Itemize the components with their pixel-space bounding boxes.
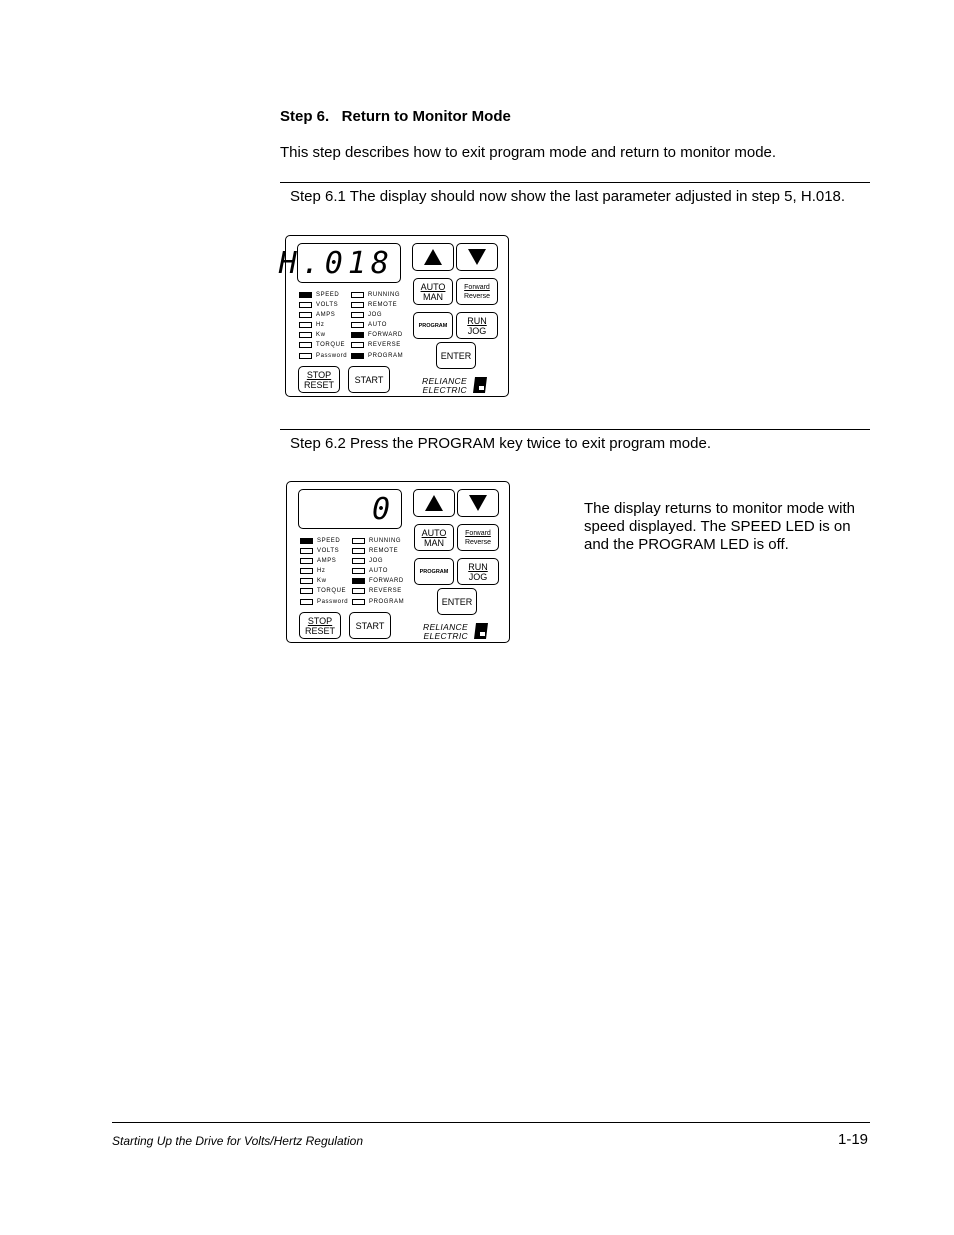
man-label: MAN (423, 291, 443, 302)
stop-reset-button[interactable] (299, 612, 341, 639)
forward-label: Forward (464, 283, 490, 291)
reset-label: RESET (303, 379, 334, 390)
led-label: SPEED (317, 538, 341, 544)
led-label: RUNNING (369, 538, 402, 544)
led-reverse (352, 586, 402, 596)
forward-reverse-button[interactable] (456, 278, 498, 305)
led-label: SPEED (316, 292, 340, 298)
led-label: REMOTE (369, 548, 399, 554)
start-button[interactable] (348, 366, 390, 393)
led-volts (299, 300, 338, 310)
led-reverse (351, 340, 401, 350)
keypad-panel (286, 481, 510, 643)
brand-text (423, 623, 468, 641)
step-intro: This step describes how to exit program mode and return to monitor mode. (280, 144, 777, 161)
led-forward (352, 576, 404, 586)
led-indicator (351, 292, 364, 298)
run-jog-button[interactable] (456, 312, 498, 339)
led-label: AUTO (368, 322, 387, 328)
program-label: PROGRAM (419, 568, 449, 575)
led-indicator (299, 332, 312, 338)
auto-label: AUTO (421, 527, 447, 538)
run-label: RUN (467, 315, 487, 326)
led-label: VOLTS (316, 302, 339, 308)
enter-button[interactable] (436, 342, 476, 369)
divider (280, 182, 870, 183)
led-indicator (351, 312, 364, 318)
reliance-logo-icon (474, 623, 488, 639)
led-indicator (351, 302, 364, 308)
led-remote (351, 300, 397, 310)
led-indicator (300, 599, 313, 605)
step-heading: Step 6. Return to Monitor Mode (280, 108, 511, 125)
display-window (298, 489, 402, 529)
led-indicator (351, 342, 364, 348)
led-label: JOG (368, 312, 383, 318)
keypad-panel (278, 235, 509, 397)
down-arrow-button[interactable] (456, 243, 498, 271)
brand-line-1: RELIANCE (422, 376, 467, 386)
led-remote (352, 546, 398, 556)
led-indicator (351, 332, 364, 338)
triangle-down-icon (469, 495, 487, 511)
footer-title: Starting Up the Drive for Volts/Hertz Regulation (112, 1134, 363, 1148)
led-label: Kw (316, 332, 326, 338)
led-label: AMPS (317, 558, 337, 564)
led-label: RUNNING (368, 292, 401, 298)
down-arrow-button[interactable] (457, 489, 499, 517)
triangle-up-icon (425, 495, 443, 511)
brand-line-2: ELECTRIC (422, 385, 467, 395)
program-label: PROGRAM (418, 322, 448, 329)
side-note: The display returns to monitor mode with speed displayed. The SPEED LED is on and the PROGRAM LED is off. (584, 500, 855, 553)
led-program (352, 597, 404, 607)
substep-6-1: Step 6.1 The display should now show the last parameter adjusted in step 5, H.018. (290, 188, 846, 205)
led-label: Kw (317, 578, 327, 584)
led-password (300, 597, 348, 607)
program-button[interactable] (414, 558, 454, 585)
led-label: AUTO (369, 568, 388, 574)
led-auto (352, 566, 388, 576)
enter-label: ENTER (440, 350, 472, 361)
display-window (278, 243, 401, 283)
led-indicator (299, 353, 312, 359)
reliance-logo-icon (473, 377, 487, 393)
led-indicator (299, 322, 312, 328)
led-indicator (300, 578, 313, 584)
led-label: REVERSE (368, 342, 401, 348)
display-readout: H.018 (278, 246, 394, 281)
auto-man-button[interactable] (414, 524, 454, 551)
auto-label: AUTO (420, 281, 446, 292)
jog-label: JOG (467, 325, 487, 336)
program-button[interactable] (413, 312, 453, 339)
led-torque (299, 340, 345, 350)
display-readout: 0 (371, 492, 395, 527)
jog-label: JOG (468, 571, 488, 582)
led-hz (299, 320, 325, 330)
led-jog (351, 310, 382, 320)
run-label: RUN (468, 561, 488, 572)
brand-line-2: ELECTRIC (423, 631, 468, 641)
led-indicator (299, 312, 312, 318)
led-label: PROGRAM (368, 353, 404, 359)
led-forward (351, 330, 403, 340)
led-running (351, 290, 400, 300)
forward-reverse-button[interactable] (457, 524, 499, 551)
led-label: AMPS (316, 312, 336, 318)
led-volts (300, 546, 339, 556)
stop-label: STOP (306, 369, 332, 380)
led-indicator (300, 558, 313, 564)
divider (280, 429, 870, 430)
led-indicator (351, 322, 364, 328)
triangle-up-icon (424, 249, 442, 265)
led-label: FORWARD (368, 332, 403, 338)
start-label: START (354, 374, 384, 385)
led-label: FORWARD (369, 578, 404, 584)
led-indicator (352, 548, 365, 554)
led-indicator (352, 588, 365, 594)
led-indicator (300, 588, 313, 594)
led-kw (300, 576, 327, 586)
led-indicator (300, 548, 313, 554)
led-label: PROGRAM (369, 599, 405, 605)
led-indicator (299, 302, 312, 308)
forward-label: Forward (465, 529, 491, 537)
led-indicator (352, 538, 365, 544)
led-speed (299, 290, 339, 300)
led-indicator (300, 538, 313, 544)
led-label: TORQUE (316, 342, 346, 348)
auto-man-button[interactable] (413, 278, 453, 305)
led-label: Password (316, 353, 348, 359)
led-kw (299, 330, 326, 340)
man-label: MAN (424, 537, 444, 548)
led-label: REMOTE (368, 302, 398, 308)
start-label: START (355, 620, 385, 631)
footer-rule (112, 1122, 870, 1123)
led-label: JOG (369, 558, 384, 564)
led-program (351, 351, 403, 361)
led-label: Hz (317, 568, 326, 574)
page-number: 1-19 (838, 1131, 869, 1148)
led-label: TORQUE (317, 588, 347, 594)
led-indicator (352, 599, 365, 605)
led-indicator (352, 568, 365, 574)
reverse-label: Reverse (464, 538, 492, 546)
up-arrow-button[interactable] (413, 489, 455, 517)
brand-line-1: RELIANCE (423, 622, 468, 632)
led-hz (300, 566, 326, 576)
led-running (352, 536, 401, 546)
led-label: Hz (316, 322, 325, 328)
led-indicator (352, 558, 365, 564)
led-amps (299, 310, 335, 320)
stop-label: STOP (307, 615, 333, 626)
led-password (299, 351, 347, 361)
led-indicator (300, 568, 313, 574)
run-jog-button[interactable] (457, 558, 499, 585)
led-amps (300, 556, 336, 566)
led-speed (300, 536, 340, 546)
led-label: REVERSE (369, 588, 402, 594)
up-arrow-button[interactable] (412, 243, 454, 271)
led-label: VOLTS (317, 548, 340, 554)
led-indicator (299, 292, 312, 298)
brand-text (422, 377, 467, 395)
reset-label: RESET (304, 625, 335, 636)
reverse-label: Reverse (463, 292, 491, 300)
led-indicator (299, 342, 312, 348)
enter-button[interactable] (437, 588, 477, 615)
enter-label: ENTER (441, 596, 473, 607)
start-button[interactable] (349, 612, 391, 639)
led-label: Password (317, 599, 349, 605)
substep-6-2: Step 6.2 Press the PROGRAM key twice to exit program mode. (290, 435, 711, 452)
stop-reset-button[interactable] (298, 366, 340, 393)
led-auto (351, 320, 387, 330)
triangle-down-icon (468, 249, 486, 265)
led-indicator (351, 353, 364, 359)
led-jog (352, 556, 383, 566)
led-torque (300, 586, 346, 596)
led-indicator (352, 578, 365, 584)
